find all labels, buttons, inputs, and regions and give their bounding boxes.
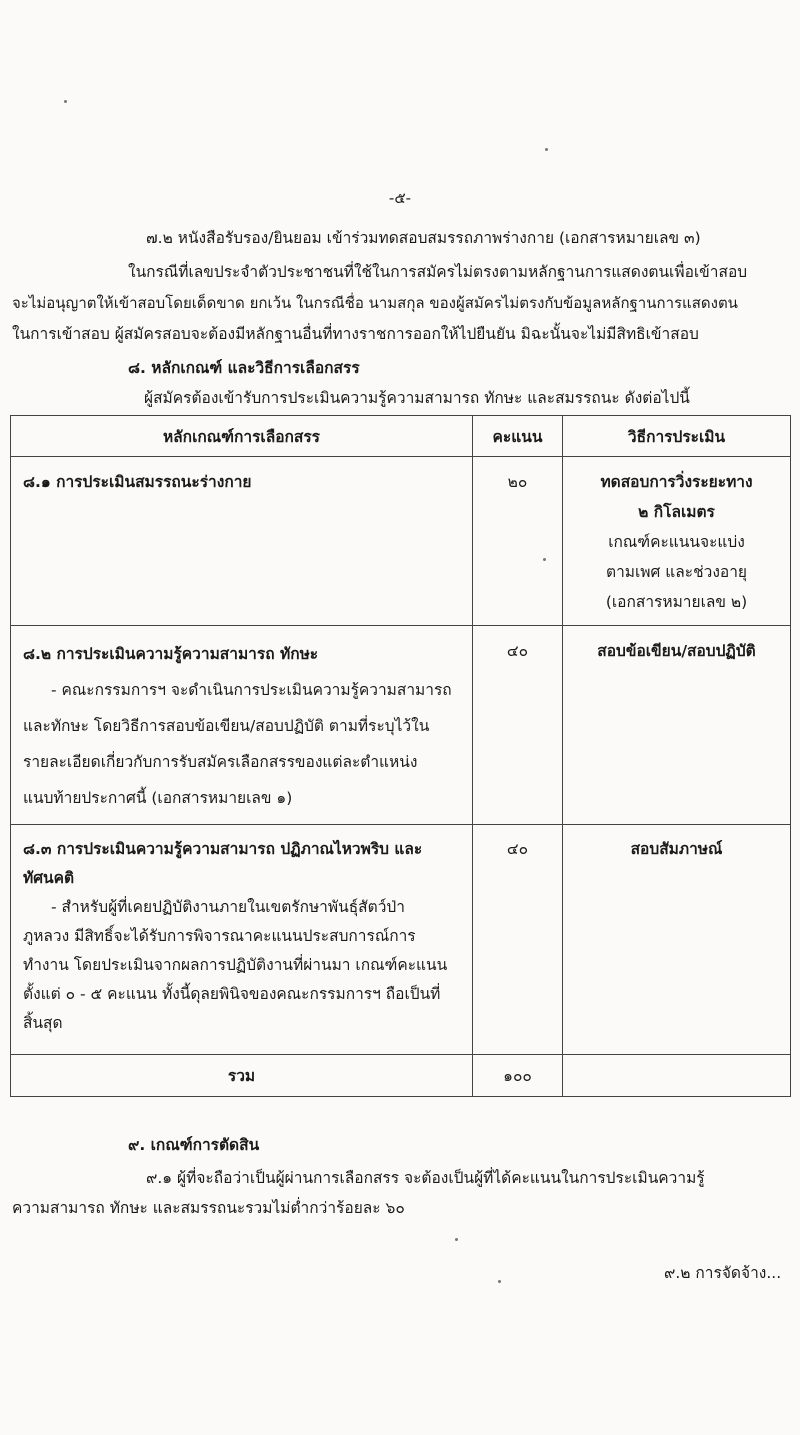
item-7-2: ๗.๒ หนังสือรับรอง/ยินยอม เข้าร่วมทดสอบสมรรถภาพร่างกาย (เอกสารหมายเลข ๓)	[146, 229, 701, 247]
para-line-1: ในกรณีที่เลขประจำตัวประชาชนที่ใช้ในการสมัครไม่ตรงตามหลักฐานการแสดงตนเพื่อเข้าสอบ	[128, 263, 748, 281]
continuation-text: ๙.๒ การจัดจ้าง...	[664, 1264, 782, 1282]
item-9-1-line-1: ๙.๑ ผู้ที่จะถือว่าเป็นผู้ผ่านการเลือกสรร จะต้องเป็นผู้ที่ได้คะแนนในการประเมินความรู้	[146, 1169, 705, 1187]
page-number: -๕-	[388, 189, 412, 207]
header-criteria: หลักเกณฑ์การเลือกสรร	[11, 416, 473, 457]
section-9-heading: ๙. เกณฑ์การตัดสิน	[128, 1136, 260, 1154]
para-line-2: จะไม่อนุญาตให้เข้าสอบโดยเด็ดขาด ยกเว้น ในกรณีชื่อ นามสกุล ของผู้สมัครไม่ตรงกับข้อมูลหลักฐานการแสดงตน	[12, 294, 738, 312]
criteria-detail: ทำงาน โดยประเมินจากผลการปฏิบัติงานที่ผ่านมา เกณฑ์คะแนน	[23, 956, 448, 974]
criteria-detail: - สำหรับผู้ที่เคยปฏิบัติงานภายในเขตรักษาพันธุ์สัตว์ป่า	[51, 898, 405, 916]
method-sub-line: (เอกสารหมายเลข ๒)	[605, 593, 748, 611]
table-total-row	[11, 1055, 791, 1097]
criteria-detail: ภูหลวง มีสิทธิ์จะได้รับการพิจารณาคะแนนประสบการณ์การ	[23, 927, 416, 945]
score-value: ๒๐	[507, 473, 528, 491]
header-score: คะแนน	[473, 416, 563, 457]
table-row	[11, 825, 791, 1055]
method-main-line: สอบสัมภาษณ์	[630, 840, 723, 858]
scan-speck	[543, 558, 546, 561]
criteria-table	[10, 415, 791, 1097]
criteria-detail: และทักษะ โดยวิธีการสอบข้อเขียน/สอบปฏิบัติ ตามที่ระบุไว้ใน	[23, 717, 430, 735]
table-row	[11, 457, 791, 626]
method-main-line: สอบข้อเขียน/สอบปฏิบัติ	[597, 642, 756, 660]
criteria-detail: รายละเอียดเกี่ยวกับการรับสมัครเลือกสรรของแต่ละตำแหน่ง	[23, 753, 418, 771]
method-main-line: ทดสอบการวิ่งระยะทาง	[600, 473, 753, 491]
criteria-title: ๘.๑ การประเมินสมรรถนะร่างกาย	[23, 473, 252, 491]
method-main-line: ๒ กิโลเมตร	[638, 503, 715, 521]
section-8-heading: ๘. หลักเกณฑ์ และวิธีการเลือกสรร	[128, 359, 360, 377]
total-score: ๑๐๐	[503, 1067, 532, 1085]
item-9-1-line-2: ความสามารถ ทักษะ และสมรรถนะรวมไม่ต่ำกว่าร้อยละ ๖๐	[12, 1199, 405, 1217]
section-8-intro: ผู้สมัครต้องเข้ารับการประเมินความรู้ความสามารถ ทักษะ และสมรรถนะ ดังต่อไปนี้	[144, 389, 690, 407]
criteria-detail: - คณะกรรมการฯ จะดำเนินการประเมินความรู้ความสามารถ	[51, 681, 452, 699]
score-value: ๔๐	[506, 642, 529, 660]
criteria-title: ๘.๒ การประเมินความรู้ความสามารถ ทักษะ	[23, 645, 319, 663]
score-value: ๔๐	[506, 840, 529, 858]
para-line-3: ในการเข้าสอบ ผู้สมัครสอบจะต้องมีหลักฐานอื่นที่ทางราชการออกให้ไปยืนยัน มิฉะนั้นจะไม่มีสิทธิเข้าสอบ	[12, 325, 699, 343]
method-sub-line: เกณฑ์คะแนนจะแบ่ง	[608, 533, 745, 551]
table-row	[11, 626, 791, 825]
method-sub-line: ตามเพศ และช่วงอายุ	[606, 563, 747, 581]
scan-speck	[455, 1238, 458, 1241]
criteria-detail: สิ้นสุด	[23, 1014, 63, 1032]
criteria-title: ๘.๓ การประเมินความรู้ความสามารถ ปฏิภาณไหวพริบ และทัศนคติ	[23, 840, 423, 887]
total-label: รวม	[227, 1067, 256, 1085]
scan-speck	[498, 1280, 501, 1283]
scan-speck	[64, 100, 67, 103]
criteria-detail: ตั้งแต่ ๐ - ๕ คะแนน ทั้งนี้ดุลยพินิจของคณะกรรมการฯ ถือเป็นที่	[23, 985, 441, 1003]
header-method: วิธีการประเมิน	[563, 416, 791, 457]
table-header-row	[11, 416, 791, 457]
criteria-detail: แนบท้ายประกาศนี้ (เอกสารหมายเลข ๑)	[23, 789, 293, 807]
scan-speck	[545, 148, 548, 151]
